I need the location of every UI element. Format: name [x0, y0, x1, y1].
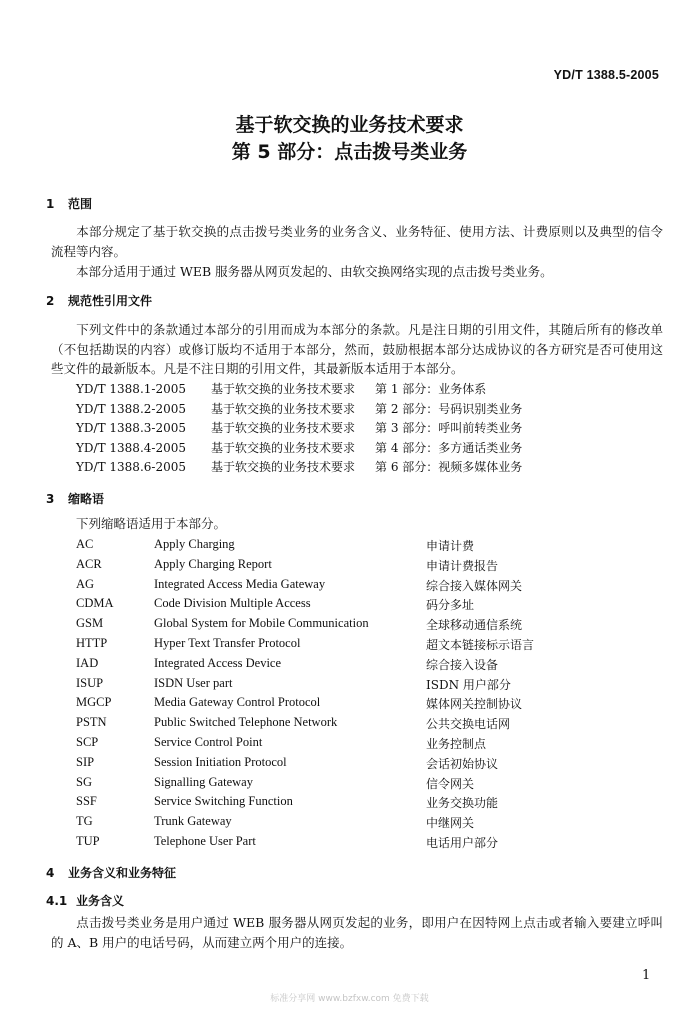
- abbreviation-chinese: 综合接入媒体网关: [426, 578, 523, 593]
- abbreviation-english: Integrated Access Device: [154, 655, 282, 670]
- abbreviation-row: [76, 636, 576, 656]
- abbreviation-chinese: ISDN 用户部分: [426, 677, 511, 692]
- abbreviation-row: [76, 656, 576, 676]
- abbreviation: SG: [76, 774, 92, 789]
- reference-row: [76, 439, 575, 459]
- section-2-title: 规范性引用文件: [68, 294, 153, 308]
- reference-code: YD/T 1388.6-2005: [76, 460, 186, 475]
- abbreviation-english: Hyper Text Transfer Protocol: [154, 635, 301, 650]
- section-3-title: 缩略语: [68, 492, 105, 506]
- abbreviation: PSTN: [76, 715, 107, 730]
- reference-code: YD/T 1388.4-2005: [76, 440, 186, 455]
- reference-part: 第 6 部分：视频多媒体业务: [375, 460, 523, 475]
- abbreviation-row: [76, 814, 576, 834]
- abbreviation-chinese: 码分多址: [426, 598, 475, 613]
- reference-row: [76, 400, 575, 420]
- section-1-heading: [46, 195, 92, 212]
- abbreviation: SCP: [76, 734, 99, 749]
- abbreviation-row: [76, 616, 576, 636]
- abbreviation-english: Integrated Access Media Gateway: [154, 576, 326, 591]
- abbreviation-english: Apply Charging: [154, 537, 235, 551]
- abbreviation-chinese: 公共交换电话网: [426, 717, 511, 732]
- abbreviation-chinese: 信令网关: [426, 776, 475, 791]
- page-number: 1: [642, 968, 651, 983]
- abbreviation-chinese: 申请计费报告: [426, 558, 499, 573]
- abbreviation: GSM: [76, 616, 104, 631]
- reference-row: [76, 419, 575, 439]
- section-4-1-number: 4.1: [46, 894, 68, 908]
- abbreviation-chinese: 电话用户部分: [426, 835, 499, 850]
- abbreviation: IAD: [76, 655, 99, 670]
- reference-title: 基于软交换的业务技术要求: [211, 421, 356, 436]
- abbreviation-chinese: 全球移动通信系统: [426, 618, 523, 633]
- abbreviation-row: [76, 577, 576, 597]
- document-title: [0, 112, 699, 166]
- abbreviation-english: Global System for Mobile Communication: [154, 616, 369, 631]
- reference-title: 基于软交换的业务技术要求: [211, 460, 356, 475]
- abbreviation-english: Apply Charging Report: [154, 556, 272, 571]
- abbreviation: MGCP: [76, 695, 112, 710]
- abbreviation: ISUP: [76, 675, 104, 690]
- section-1-title: 范围: [68, 197, 93, 211]
- section-4-1-p1-text: 点击拨号类业务是用户通过 WEB 服务器从网页发起的业务，即用户在因特网上点击或者输入要建立呼叫的 A、B 用户的电话号码，从而建立两个用户的连接。: [51, 915, 663, 950]
- abbreviation: SIP: [76, 754, 95, 769]
- section-1-p2-text: 本部分适用于通过 WEB 服务器从网页发起的、由软交换网络实现的点击拨号类业务。: [76, 264, 553, 279]
- reference-part: 第 2 部分：号码识别类业务: [375, 401, 523, 416]
- abbreviation-row: [76, 735, 576, 755]
- section-1-p1-text: 本部分规定了基于软交换的点击拨号类业务的业务含义、业务特征、使用方法、计费原则以及典型的信令流程等内容。: [51, 224, 663, 259]
- abbreviation-chinese: 超文本链接标示语言: [426, 637, 535, 652]
- section-4-1-title: 业务含义: [76, 894, 125, 908]
- section-2-number: 2: [46, 294, 55, 308]
- abbreviation: ACR: [76, 556, 102, 571]
- section-4-1-heading: [46, 892, 124, 909]
- abbreviation-english: Service Control Point: [154, 734, 263, 749]
- abbreviation-english: Service Switching Function: [154, 794, 293, 809]
- abbreviation-english: Telephone User Part: [154, 833, 256, 848]
- reference-part: 第 4 部分：多方通话类业务: [375, 440, 523, 455]
- title-line-2: 第 5 部分：点击拨号类业务: [231, 141, 468, 163]
- abbreviation-row: [76, 755, 576, 775]
- section-3-number: 3: [46, 492, 55, 506]
- abbreviation-english: Public Switched Telephone Network: [154, 715, 338, 730]
- abbreviation-row: [76, 834, 576, 854]
- abbreviation: TG: [76, 814, 93, 829]
- section-1-paragraph-2: [51, 262, 663, 282]
- reference-title: 基于软交换的业务技术要求: [211, 440, 356, 455]
- section-2-heading: [46, 292, 152, 309]
- reference-row: [76, 458, 575, 478]
- section-2-paragraph-1: [51, 320, 663, 379]
- abbreviation-chinese: 综合接入设备: [426, 657, 499, 672]
- abbreviation: AC: [76, 537, 94, 551]
- abbreviation-english: Session Initiation Protocol: [154, 754, 287, 769]
- abbreviation: CDMA: [76, 596, 114, 611]
- reference-code: YD/T 1388.3-2005: [76, 421, 186, 436]
- normative-references-list: [76, 380, 575, 478]
- reference-title: 基于软交换的业务技术要求: [211, 401, 356, 416]
- abbreviation-row: [76, 715, 576, 735]
- abbreviation-chinese: 中继网关: [426, 816, 475, 831]
- reference-title: 基于软交换的业务技术要求: [211, 382, 356, 396]
- reference-code: YD/T 1388.1-2005: [76, 382, 186, 396]
- watermark-text: 标准分享网 www.bzfxw.com 免费下载: [270, 994, 429, 1004]
- abbreviation-english: ISDN User part: [154, 675, 233, 690]
- reference-code: YD/T 1388.2-2005: [76, 401, 186, 416]
- section-4-number: 4: [46, 866, 55, 880]
- reference-part: 第 3 部分：呼叫前转类业务: [375, 421, 523, 436]
- abbreviation-row: [76, 557, 576, 577]
- section-4-1-paragraph-1: [51, 913, 663, 952]
- abbreviation: TUP: [76, 833, 100, 848]
- abbreviation-english: Trunk Gateway: [154, 814, 232, 829]
- abbreviation-chinese: 申请计费: [426, 539, 475, 553]
- abbreviations-intro: 下列缩略语适用于本部分。: [76, 516, 227, 531]
- abbreviation-chinese: 媒体网关控制协议: [426, 697, 523, 712]
- section-2-p1-text: 下列文件中的条款通过本部分的引用而成为本部分的条款。凡是注日期的引用文件，其随后所有的修改单（不包括勘误的内容）或修订版均不适用于本部分，然而，鼓励根据本部分达成协议的各方研究是否可使用这些文件的最新版本。凡是不注日期的引用文件，其最新版本适用于本部分。: [51, 322, 663, 376]
- title-line-1: 基于软交换的业务技术要求: [235, 114, 464, 136]
- abbreviation-row: [76, 596, 576, 616]
- section-4-heading: [46, 864, 176, 881]
- reference-row: [76, 380, 575, 400]
- section-4-title: 业务含义和业务特征: [68, 866, 177, 880]
- abbreviation-english: Signalling Gateway: [154, 774, 253, 789]
- abbreviation-chinese: 业务控制点: [426, 736, 487, 751]
- abbreviation: AG: [76, 576, 95, 591]
- abbreviation-row: [76, 794, 576, 814]
- standard-code: YD/T 1388.5-2005: [553, 68, 659, 82]
- abbreviations-list: [76, 537, 576, 854]
- abbreviation: HTTP: [76, 635, 108, 650]
- section-1-number: 1: [46, 197, 55, 211]
- reference-part: 第 1 部分：业务体系: [375, 382, 487, 396]
- abbreviation-row: [76, 775, 576, 795]
- abbreviation-row: [76, 676, 576, 696]
- abbreviation: SSF: [76, 794, 97, 809]
- abbreviation-chinese: 业务交换功能: [426, 796, 499, 811]
- abbreviation-chinese: 会话初始协议: [426, 756, 499, 771]
- abbreviation-english: Media Gateway Control Protocol: [154, 695, 321, 710]
- section-3-heading: [46, 490, 104, 507]
- abbreviation-english: Code Division Multiple Access: [154, 596, 311, 611]
- abbreviation-row: [76, 695, 576, 715]
- section-1-paragraph-1: [51, 222, 663, 261]
- abbreviation-row: [76, 537, 576, 557]
